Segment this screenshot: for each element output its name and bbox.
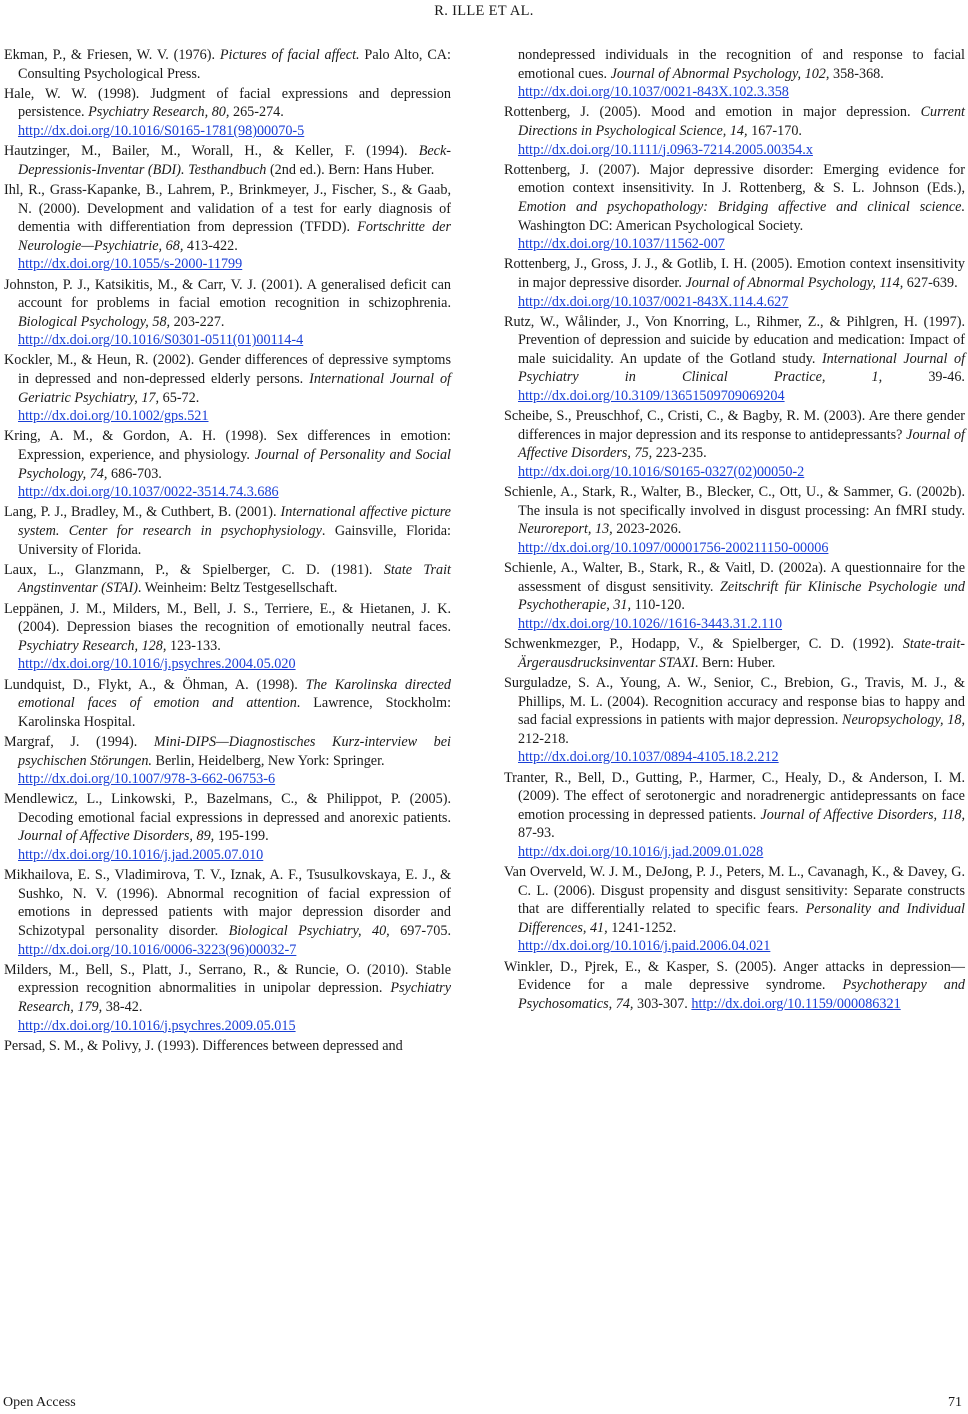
doi-link[interactable]: http://dx.doi.org/10.1016/j.jad.2005.07.010: [18, 847, 264, 864]
reference-pages: 686-703.: [107, 465, 162, 482]
reference-text: Lang, P. J., Bradley, M., & Cuthbert, B. (2001).: [4, 504, 281, 521]
reference-source: Pictures of facial affect.: [219, 47, 360, 63]
reference-source: International affective picture system. Center for research in psychophysiology: [18, 504, 451, 539]
running-head: R. ILLE ET AL.: [434, 3, 534, 19]
reference-text: Van Overveld, W. J. M., DeJong, P. J., Peters, M. L., Cavanagh, K., & Davey, G. C. L. (2006). Disgust propensity and disgust sensitivity: Separate constructs that are differentially related to specific fears.: [504, 864, 965, 918]
reference-entry: [504, 161, 965, 254]
reference-source: State-trait-Ärgerausdrucksinventar STAXI: [518, 636, 965, 671]
reference-entry: [504, 255, 965, 311]
reference-entry: [504, 103, 965, 159]
doi-link[interactable]: http://dx.doi.org/10.1002/gps.521: [18, 408, 209, 425]
doi-link[interactable]: http://dx.doi.org/10.1097/00001756-200211150-00006: [518, 540, 829, 556]
reference-entry: [4, 790, 451, 864]
reference-entry: [4, 142, 451, 179]
reference-entry: [4, 85, 451, 141]
reference-source: Mini-DIPS—Diagnostisches Kurz-interview bei psychischen Störungen.: [18, 733, 451, 769]
reference-pages: 358-368.: [829, 65, 884, 82]
reference-entry: [504, 863, 965, 956]
reference-text: Lundquist, D., Flykt, A., & Öhman, A. (1998).: [4, 676, 306, 693]
reference-source: Psychotherapy and Psychosomatics, 74,: [518, 977, 966, 1012]
reference-text: Schwenkmezger, P., Hodapp, V., & Spielberger, C. D. (1992).: [504, 636, 903, 653]
reference-pages: . Weinheim: Beltz Testgesellschaft.: [137, 580, 338, 597]
reference-pages: . Gainsville, Florida: University of Florida.: [18, 523, 451, 558]
reference-entry: [504, 559, 965, 633]
doi-link[interactable]: http://dx.doi.org/10.1026//1616-3443.31.2.110: [518, 615, 783, 632]
reference-pages: 627-639.: [903, 274, 958, 291]
reference-entry: [4, 351, 451, 425]
doi-link[interactable]: http://dx.doi.org/10.1016/j.psychres.2004.05.020: [18, 656, 296, 673]
reference-text: Margraf, J. (1994).: [4, 733, 154, 750]
reference-pages: Berlin, Heidelberg, New York: Springer.: [151, 752, 385, 769]
reference-pages: 413-422.: [183, 237, 238, 254]
doi-link[interactable]: http://dx.doi.org/10.1016/j.paid.2006.04.021: [518, 938, 771, 955]
reference-pages: Washington DC: American Psychological Society.: [518, 217, 804, 234]
reference-entry: [4, 961, 451, 1035]
reference-source: State Trait Angstinventar (STAI): [18, 561, 451, 597]
doi-link[interactable]: http://dx.doi.org/10.1016/j.psychres.2009.05.015: [18, 1017, 296, 1034]
reference-text: Scheibe, S., Preuschhof, C., Cristi, C., & Bagby, R. M. (2003). Are there gender differences in major depression and its response to antidepressants?: [504, 408, 965, 443]
reference-source: International Journal of Geriatric Psychiatry, 17,: [18, 371, 451, 406]
reference-entry: [4, 46, 451, 83]
doi-link[interactable]: http://dx.doi.org/10.1016/j.jad.2009.01.028: [518, 843, 764, 860]
doi-link[interactable]: http://dx.doi.org/10.3109/13651509709069204: [518, 388, 785, 405]
doi-link[interactable]: http://dx.doi.org/10.1055/s-2000-11799: [18, 256, 243, 273]
reference-pages: . Bern: Huber.: [694, 654, 776, 671]
reference-entry: [4, 181, 451, 274]
reference-source: Beck-Depressionis-Inventar (BDI). Testhandbuch: [18, 143, 451, 178]
reference-text: Rottenberg, J., Gross, J. J., & Gotlib, I. H. (2005). Emotion context insensitivity in major depressive disorder.: [504, 256, 965, 291]
doi-link[interactable]: http://dx.doi.org/10.1159/000086321: [691, 995, 901, 1012]
reference-pages: 265-274.: [229, 104, 284, 121]
reference-source: Neuropsychology, 18,: [842, 712, 965, 729]
reference-pages: 1241-1252.: [607, 919, 677, 936]
reference-source: International Journal of Psychiatry in Clinical Practice, 1,: [518, 350, 966, 386]
reference-text: Johnston, P. J., Katsikitis, M., & Carr, V. J. (2001). A generalised deficit can account for problems in facial emotion recognition in schizophrenia.: [4, 276, 451, 312]
doi-link[interactable]: http://dx.doi.org/10.1111/j.0963-7214.2005.00354.x: [518, 141, 813, 158]
reference-source: Biological Psychology, 58,: [18, 313, 171, 330]
reference-pages: 303-307.: [633, 995, 692, 1012]
reference-text: Rottenberg, J. (2005). Mood and emotion in major depression.: [504, 104, 921, 121]
doi-link[interactable]: http://dx.doi.org/10.1016/S0165-1781(98)00070-5: [18, 122, 305, 139]
doi-link[interactable]: http://dx.doi.org/10.1037/0894-4105.18.2.212: [518, 749, 779, 766]
reference-text: Persad, S. M., & Polivy, J. (1993). Differences between depressed and: [4, 1037, 403, 1054]
reference-entry: [4, 503, 451, 559]
reference-text: Hautzinger, M., Bailer, M., Worall, H., & Keller, F. (1994).: [4, 143, 419, 160]
reference-pages: 212-218.: [518, 730, 569, 747]
reference-source: Journal of Affective Disorders, 75,: [518, 426, 965, 462]
reference-text: Schienle, A., Stark, R., Walter, B., Blecker, C., Ott, U., & Sammer, G. (2002b). The insula is not specifically involved in disgust processing: An fMRI study.: [504, 484, 965, 519]
reference-text: Rottenberg, J. (2007). Major depressive disorder: Emerging evidence for emotion context insensitivity. In J. Rottenberg, & S. L. Johnson (Eds.),: [504, 161, 965, 197]
doi-link[interactable]: http://dx.doi.org/10.1037/0021-843X.114.4.627: [518, 293, 789, 310]
reference-text: Tranter, R., Bell, D., Gutting, P., Harmer, C., Healy, D., & Anderson, I. M. (2009). The effect of serotonergic and noradrenergic antidepressants on face emotion processing in depressed patients.: [504, 769, 965, 823]
reference-column-left: [4, 46, 451, 1057]
doi-link[interactable]: http://dx.doi.org/10.1037/0021-843X.102.3.358: [518, 84, 789, 101]
doi-link[interactable]: http://dx.doi.org/10.1037/11562-007: [518, 236, 725, 253]
reference-source: Zeitschrift für Klinische Psychologie und Psychotherapie, 31,: [518, 578, 965, 614]
reference-text: Kockler, M., & Heun, R. (2002). Gender differences of depressive symptoms in depressed and non-depressed elderly persons.: [4, 352, 451, 388]
reference-entry: [4, 427, 451, 501]
reference-source: Psychiatry Research, 128,: [18, 637, 167, 654]
reference-text: Kring, A. M., & Gordon, A. H. (1998). Sex differences in emotion: Expression, experience, and physiology.: [4, 428, 451, 464]
reference-pages: 167-170.: [747, 122, 802, 139]
reference-source: Journal of Affective Disorders, 89,: [18, 828, 215, 845]
reference-pages: 38-42.: [102, 999, 143, 1015]
reference-text: Schienle, A., Walter, B., Stark, R., & Vaitl, D. (2002a). A questionnaire for the assessment of disgust sensitivity.: [504, 560, 965, 595]
reference-entry: [504, 313, 965, 406]
reference-text: nondepressed individuals in the recognition of and response to facial emotional cues.: [518, 47, 965, 82]
reference-text: Surguladze, S. A., Young, A. W., Senior, C., Brebion, G., Travis, M. J., & Phillips, M. L. (2004). Recognition accuracy and response bias to happy and sad facial expressions in patients with major depression.: [504, 674, 965, 729]
reference-text: Winkler, D., Pjrek, E., & Kasper, S. (2005). Anger attacks in depression—Evidence for a male depressive syndrome.: [504, 958, 965, 994]
reference-source: Journal of Affective Disorders, 118,: [760, 806, 966, 823]
reference-pages: 87-93.: [518, 825, 555, 842]
reference-entry: [4, 676, 451, 732]
doi-link[interactable]: http://dx.doi.org/10.1016/0006-3223(96)00032-7: [18, 941, 297, 958]
reference-source: Psychiatry Research, 80,: [88, 104, 230, 121]
reference-text: Rutz, W., Wålinder, J., Von Knorring, L., Rihmer, Z., & Pihlgren, H. (1997). Prevention of depression and suicide by education and medication: Impact of male suicidality. An update of the Gotland study.: [504, 313, 965, 367]
reference-text: Mendlewicz, L., Linkowski, P., Bazelmans, C., & Philippot, P. (2005). Decoding emotional facial expressions in depressed and anorexic patients.: [4, 791, 451, 826]
reference-source: Psychiatry Research, 179,: [18, 980, 451, 1015]
reference-source: Fortschritte der Neurologie—Psychiatrie, 68,: [18, 219, 451, 254]
reference-source: Journal of Abnormal Psychology, 114,: [685, 274, 904, 291]
reference-pages: 203-227.: [170, 313, 225, 330]
reference-pages: . Lawrence, Stockholm: Karolinska Hospital.: [18, 695, 452, 730]
reference-source: Emotion and psychopathology: Bridging affective and clinical science.: [518, 198, 965, 215]
reference-entry: [4, 276, 451, 350]
reference-pages: 39-46.: [882, 369, 965, 386]
reference-entry: [504, 407, 965, 481]
reference-pages: 65-72.: [159, 389, 200, 406]
reference-text: Mikhailova, E. S., Vladimirova, T. V., Iznak, A. F., Tsusulkovskaya, E. J., & Sushko, N. V. (1996). Abnormal recognition of facial expression of emotions in depressed patients with major depression disorder and Schizotypal personality disorder.: [4, 867, 451, 940]
reference-source: Biological Psychiatry, 40,: [228, 923, 390, 940]
reference-pages: (2nd ed.). Bern: Hans Huber.: [266, 161, 435, 178]
reference-entry: [504, 46, 965, 102]
reference-column-right: [504, 46, 965, 1015]
reference-entry: [504, 674, 965, 767]
reference-text: Laux, L., Glanzmann, P., & Spielberger, C. D. (1981).: [4, 561, 384, 578]
reference-source: Current Directions in Psychological Science, 14,: [518, 104, 965, 139]
page-number: 71: [948, 1395, 962, 1410]
reference-pages: Palo Alto, CA: Consulting Psychological Press.: [18, 47, 451, 82]
reference-source: Neuroreport, 13,: [518, 521, 613, 538]
reference-entry: [4, 733, 451, 789]
reference-pages: 123-133.: [166, 637, 221, 654]
reference-pages: 110-120.: [631, 597, 685, 614]
reference-source: The Karolinska directed emotional faces of emotion and attention: [18, 676, 451, 712]
reference-pages: 195-199.: [214, 828, 269, 845]
reference-text: Ekman, P., & Friesen, W. V. (1976).: [4, 47, 220, 63]
reference-entry: [4, 600, 451, 674]
reference-text: Milders, M., Bell, S., Platt, J., Serrano, R., & Runcie, O. (2010). Stable expression recognition abnormalities in unipolar depression.: [4, 961, 451, 997]
reference-entry: [504, 958, 965, 1014]
doi-link[interactable]: http://dx.doi.org/10.1016/S0301-0511(01)00114-4: [18, 332, 304, 349]
reference-text: Ihl, R., Grass-Kapanke, B., Lahrem, P., Brinkmeyer, J., Fischer, S., & Gaab, N. (2000). Development and validation of a test for early diagnosis of dementia with differentiation from depression (TFDD).: [4, 181, 451, 236]
reference-text: Hale, W. W. (1998). Judgment of facial expressions and depression persistence.: [4, 85, 451, 121]
reference-entry: [504, 483, 965, 557]
doi-link[interactable]: http://dx.doi.org/10.1007/978-3-662-06753-6: [18, 771, 276, 788]
reference-pages: 223-235.: [652, 445, 707, 462]
reference-source: Journal of Personality and Social Psychology, 74,: [18, 447, 452, 482]
reference-entry: [504, 769, 965, 862]
doi-link[interactable]: http://dx.doi.org/10.1016/S0165-0327(02)00050-2: [518, 464, 805, 481]
reference-entry: [4, 866, 451, 959]
doi-link[interactable]: http://dx.doi.org/10.1037/0022-3514.74.3.686: [18, 484, 279, 501]
reference-text: Leppänen, J. M., Milders, M., Bell, J. S., Terriere, E., & Hietanen, J. K. (2004). Depression biases the recognition of emotionally neutral faces.: [4, 600, 451, 636]
footer-journal: Open Access: [3, 1395, 76, 1410]
reference-entry: [4, 1037, 451, 1056]
reference-source: Personality and Individual Differences, 41,: [518, 901, 966, 936]
reference-source: Journal of Abnormal Psychology, 102,: [610, 65, 830, 82]
reference-pages: 697-705.: [389, 923, 451, 940]
reference-pages: 2023-2026.: [612, 521, 682, 538]
reference-entry: [504, 635, 965, 672]
reference-entry: [4, 561, 451, 598]
